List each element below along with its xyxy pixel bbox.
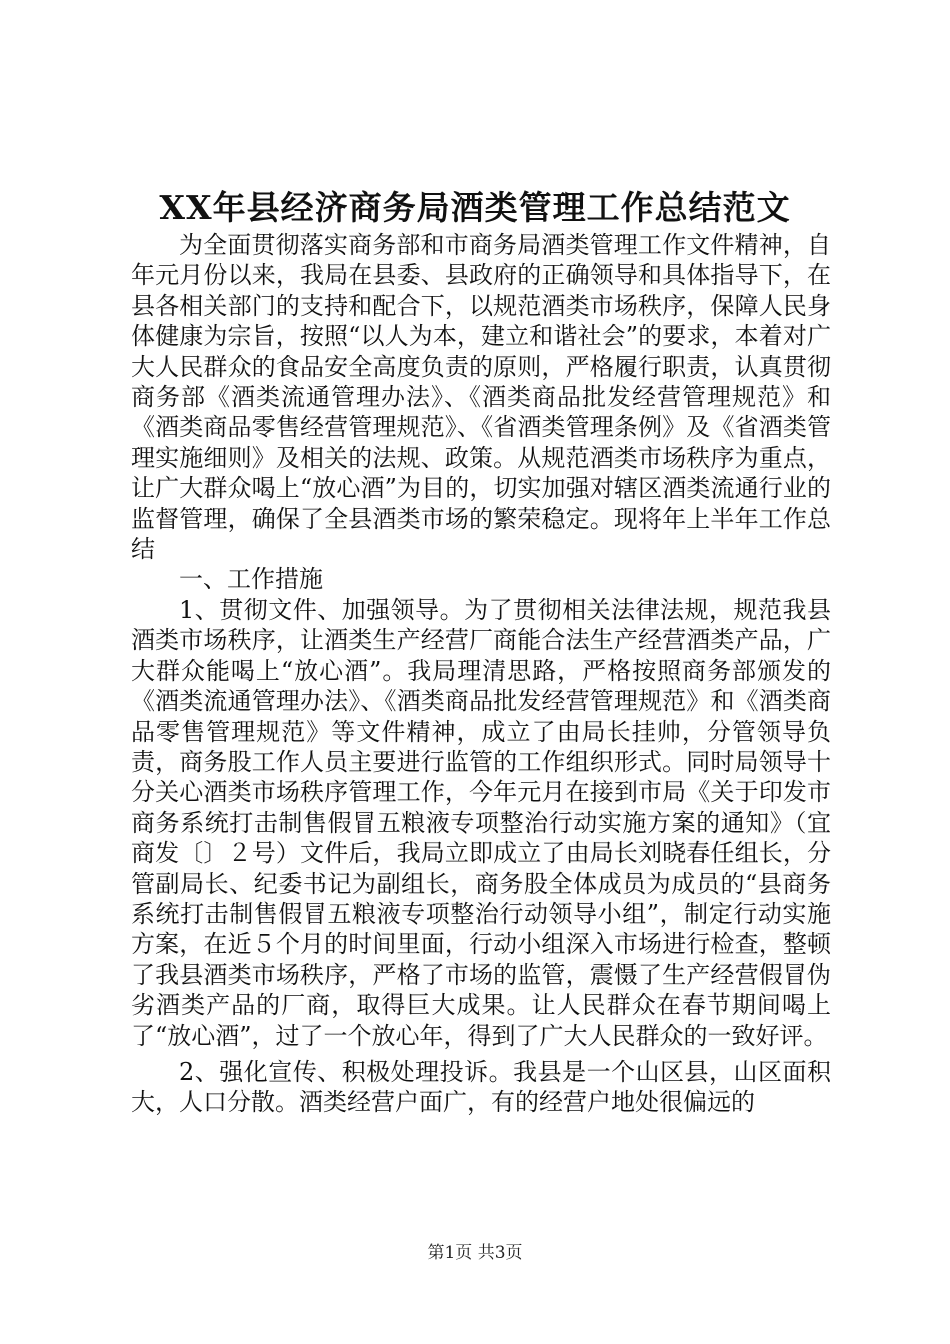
paragraph-measure-2: 2、强化宣传、积极处理投诉。我县是一个山区县，山区面积大，人口分散。酒类经营户面广，有的经营户地处很偏远的 [131, 1057, 831, 1117]
page-number-footer: 第1页 共3页 [427, 1243, 523, 1263]
document-title: XX年县经济商务局酒类管理工作总结范文 [159, 188, 791, 227]
document-body [131, 230, 831, 1118]
section-heading-work-measures: 一、工作措施 [179, 565, 323, 594]
paragraph-intro: 为全面贯彻落实商务部和市商务局酒类管理工作文件精神，自年元月份以来，我局在县委、县政府的正确领导和具体指导下，在县各相关部门的支持和配合下，以规范酒类市场秩序，保障人民身体健康为宗旨，按照“以人为本，建立和谐社会”的要求，本着对广大人民群众的食品安全高度负责的原则，严格履行职责，认真贯彻商务部《酒类流通管理办法》、《酒类商品批发经营管理规范》和《酒类商品零售经营管理规范》、《省酒类管理条例》及《省酒类管理实施细则》及相关的法规、政策。从规范酒类市场秩序为重点，让广大群众喝上“放心酒”为目的，切实加强对辖区酒类流通行业的监督管理，确保了全县酒类市场的繁荣稳定。现将年上半年工作总结 [131, 231, 831, 564]
paragraph-measure-1: 1、贯彻文件、加强领导。为了贯彻相关法律法规，规范我县酒类市场秩序，让酒类生产经营厂商能合法生产经营酒类产品，广大群众能喝上“放心酒”。我局理清思路，严格按照商务部颁发的《酒类流通管理办法》、《酒类商品批发经营管理规范》和《酒类商品零售管理规范》等文件精神，成立了由局长挂帅，分管领导负责，商务股工作人员主要进行监管的工作组织形式。同时局领导十分关心酒类市场秩序管理工作，今年元月在接到市局《关于印发市商务系统打击制售假冒五粮液专项整治行动实施方案的通知》（宜商发〔〕２号）文件后，我局立即成立了由局长刘晓春任组长，分管副局长、纪委书记为副组长，商务股全体成员为成员的“县商务系统打击制售假冒五粮液专项整治行动领导小组”，制定行动实施方案，在近５个月的时间里面，行动小组深入市场进行检查，整顿了我县酒类市场秩序，严格了市场的监管，震慑了生产经营假冒伪劣酒类产品的厂商，取得巨大成果。让人民群众在春节期间喝上了“放心酒”，过了一个放心年，得到了广大人民群众的一致好评。 [131, 595, 831, 1050]
